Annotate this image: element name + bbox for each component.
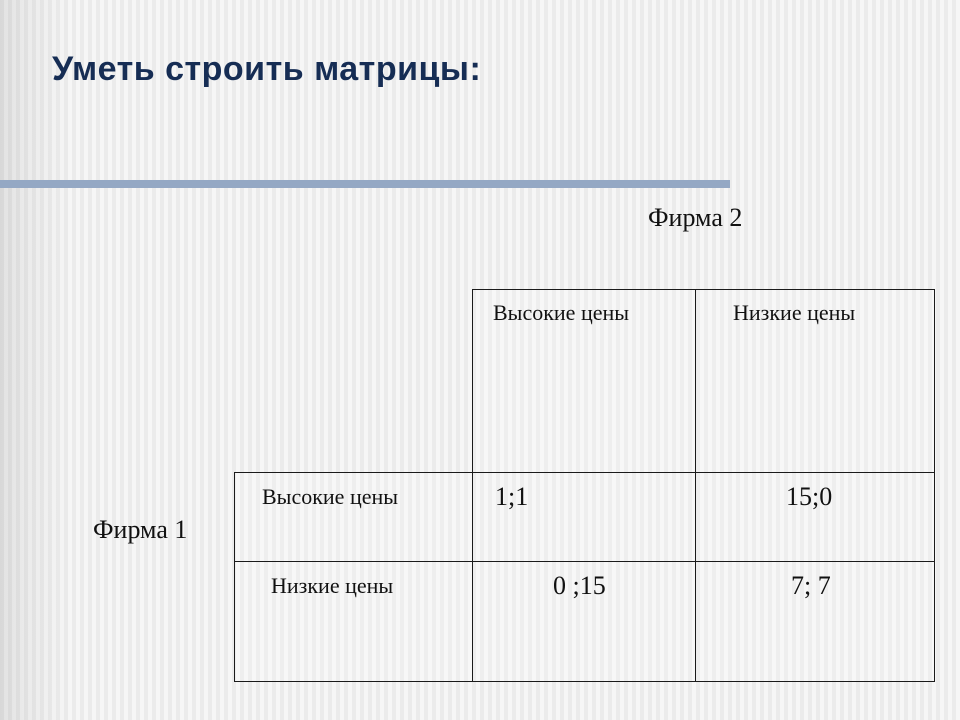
payoff-cell	[695, 472, 935, 562]
column-header-cell	[472, 289, 696, 473]
row-header-label: Высокие цены	[262, 484, 399, 509]
title-divider	[0, 180, 730, 188]
slide-title: Уметь строить матрицы:	[52, 50, 482, 88]
payoff-value: 0 ;15	[553, 571, 606, 600]
row-header-cell	[234, 561, 473, 682]
row-header-label: Низкие цены	[271, 573, 394, 598]
payoff-cell	[472, 561, 696, 682]
payoff-value: 7; 7	[791, 571, 831, 600]
column-header-label: Высокие цены	[493, 300, 630, 325]
column-header-label: Низкие цены	[733, 300, 856, 325]
column-header-cell	[695, 289, 935, 473]
payoff-value: 1;1	[495, 482, 529, 511]
row-player-label: Фирма 1	[93, 515, 188, 544]
payoff-value: 15;0	[786, 482, 833, 511]
column-player-label: Фирма 2	[648, 203, 743, 232]
row-header-cell	[234, 472, 473, 562]
payoff-cell	[695, 561, 935, 682]
payoff-cell	[472, 472, 696, 562]
